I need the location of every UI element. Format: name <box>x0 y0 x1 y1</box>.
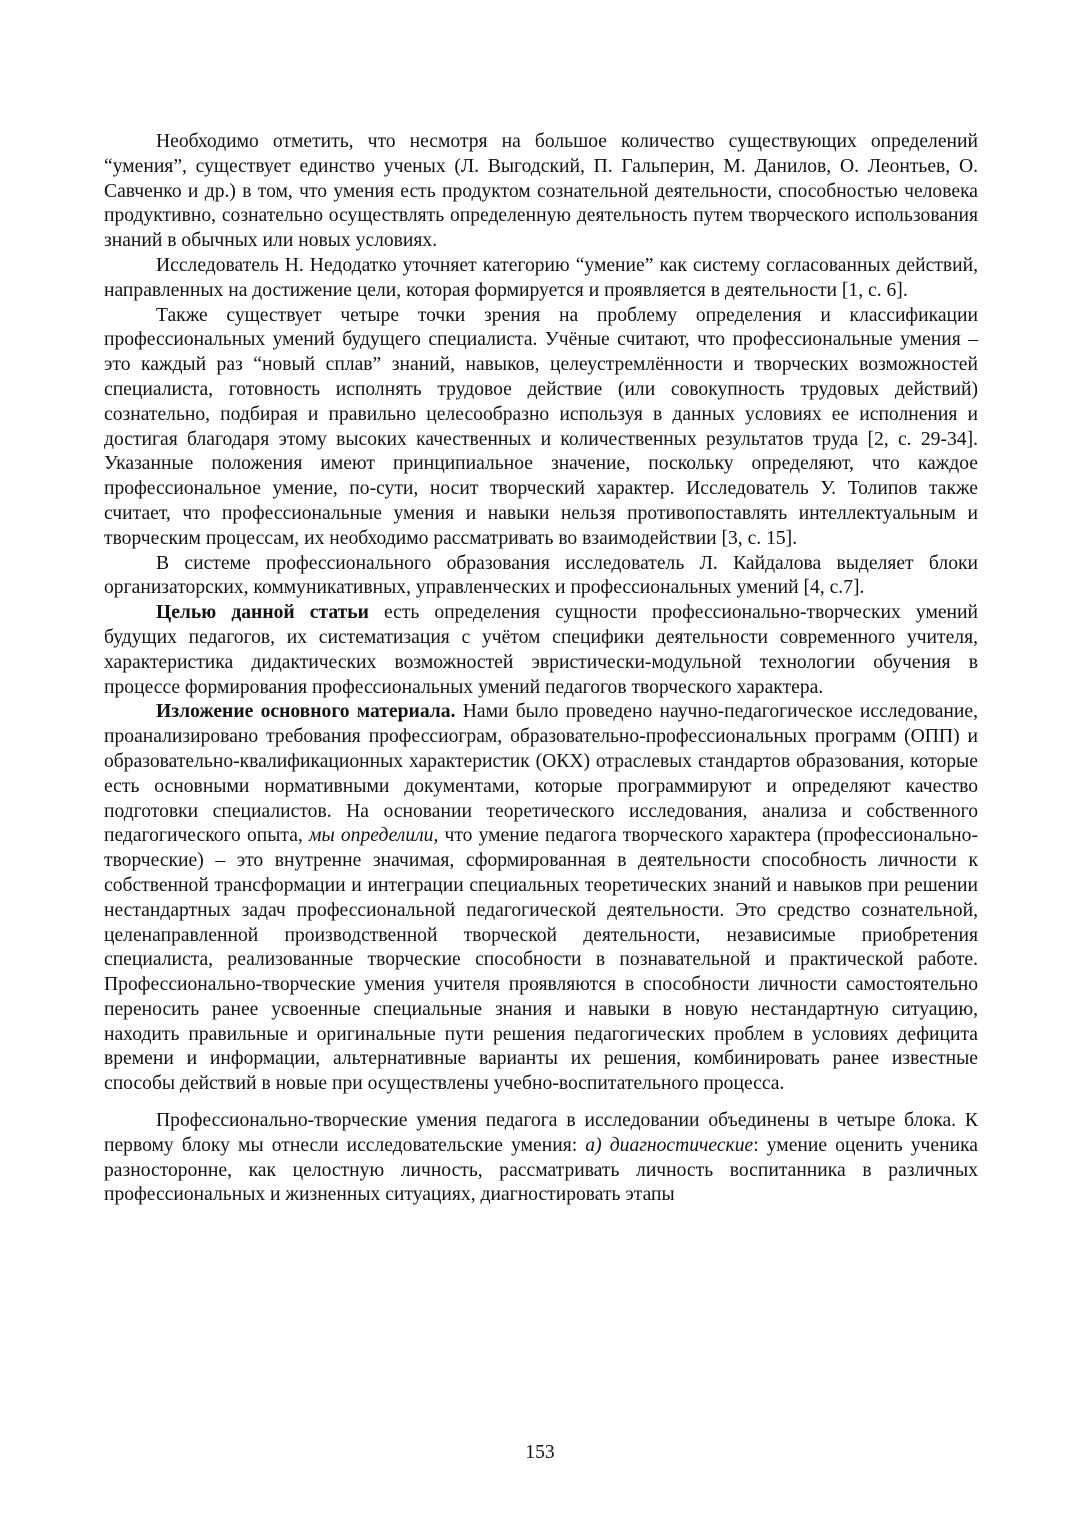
article-goal-heading: Целью данной статьи <box>156 602 369 624</box>
paragraph-3: Также существует четыре точки зрения на проблему определения и классификации профессиональных умений будущего специалиста. Учёные считают, что профессиональные умения – это каждый раз “новый сплав” знаний, навыков, целеустремлённости и творческих возможностей специалиста, готовность исполнять трудовое действие (или совокупность трудовых действий) сознательно, подбирая и правильно целесообразно используя в данных условиях ее исполнения и достигая благодаря этому высоких качественных и количественных результатов труда [2, с. 29-34]. Указанные положения имеют принципиальное значение, поскольку определяют, что каждое профессиональное умение, по-сути, носит творческий характер. Исследователь У. Толипов также считает, что профессиональные умения и навыки нельзя противопоставлять интеллектуальным и творческим процессам, их необходимо рассматривать во взаимодействии [3, с. 15]. <box>104 304 978 549</box>
paragraph-6-main-material <box>104 700 978 1097</box>
paragraph-2: Исследователь Н. Недодатко уточняет категорию “умение” как систему согласованных действий, направленных на достижение цели, которая формируется и проявляется в деятельности [1, с. 6]. <box>104 254 978 301</box>
paragraph-1: Необходимо отметить, что несмотря на большое количество существующих определений “умения”, существует единство ученых (Л. Выгодский, П. Гальперин, М. Данилов, О. Леонтьев, О. Савченко и др.) в том, что умения есть продуктом сознательной деятельности, способностью человека продуктивно, сознательно осуществлять определенную деятельность путем творческого использования знаний в обычных или новых условиях. <box>104 131 978 252</box>
page-number: 153 <box>525 1442 555 1463</box>
main-material-italic: мы определили, <box>308 825 439 847</box>
paragraph-7-text-1: Профессионально-творческие умения педагога в исследовании объединены в четыре блока. К первому блоку мы отнесли исследовательские умения: <box>104 1110 978 1156</box>
diagnostic-skills-label: а) диагностические <box>585 1134 754 1156</box>
main-material-text-2: что умение педагога творческого характера (профессионально-творческие) – это внутренне значимая, сформированная в деятельности способность личности к собственной трансформации и интеграции специальных теоретических знаний и навыков при решении нестандартных задач профессиональной педагогической деятельности. Это средство сознательной, целенаправленной производственной творческой деятельности, независимые приобретения специалиста, реализованные творческие способности в познавательной и практической работе. Профессионально-творческие умения учителя проявляются в способности личности самостоятельно переносить ранее усвоенные специальные знания и навыки в новую нестандартную ситуацию, находить правильные и оригинальные пути решения педагогических проблем в условиях дефицита времени и информации, альтернативные варианты их решения, комбинировать ранее известные способы действий в новые при осуществлены учебно-воспитательного процесса. <box>104 825 978 1095</box>
paragraph-7-text-2: : умение оценить ученика разносторонне, как целостную личность, рассматривать личность воспитанника в различных профессиональных и жизненных ситуациях, диагностировать этапы <box>104 1134 978 1206</box>
article-body <box>104 130 978 1208</box>
paragraph-4: В системе профессионального образования исследователь Л. Кайдалова выделяет блоки организаторских, коммуникативных, управленческих и профессиональных умений [4, с.7]. <box>104 552 978 599</box>
paragraph-7 <box>104 1109 978 1208</box>
paragraph-5-article-goal <box>104 601 978 700</box>
main-material-heading: Изложение основного материала. <box>156 701 456 723</box>
main-material-text-1: Нами было проведено научно-педагогическое исследование, проанализировано требования профессиограм, образовательно-профессиональных программ (ОПП) и образовательно-квалификационных характеристик (ОКХ) отраслевых стандартов образования, которые есть основными нормативными документами, которые программируют и определяют качество подготовки специалистов. На основании теоретического исследования, анализа и собственного педагогического опыта, <box>104 701 978 847</box>
article-goal-text: есть определения сущности профессионально-творческих умений будущих педагогов, их систематизация с учётом специфики деятельности современного учителя, характеристика дидактических возможностей эвристически-модульной технологии обучения в процессе формирования профессиональных умений педагогов творческого характера. <box>104 602 978 698</box>
